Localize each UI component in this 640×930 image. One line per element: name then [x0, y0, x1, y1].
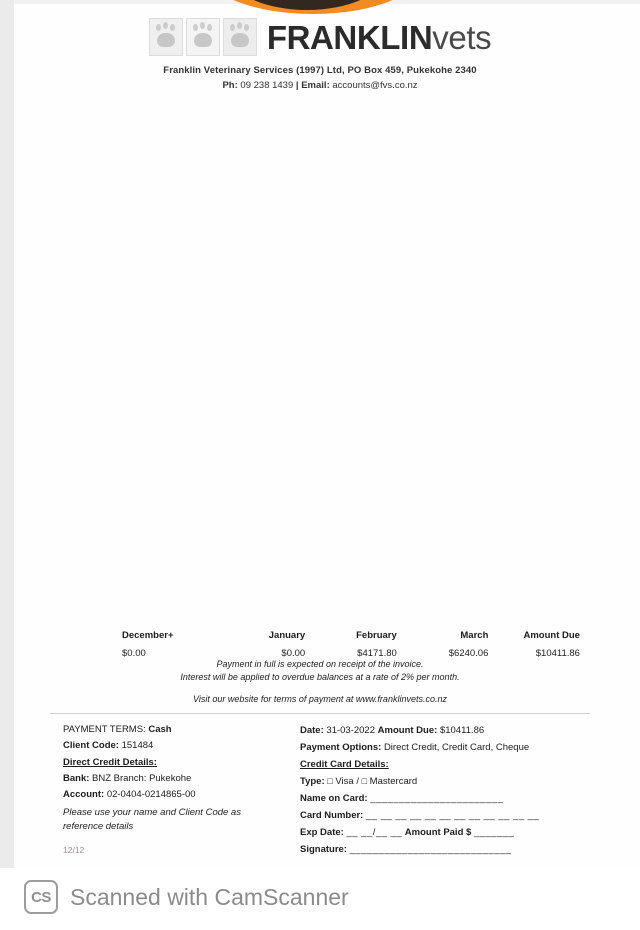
credit-card-heading-text: Credit Card Details: — [300, 759, 389, 770]
card-number-field[interactable]: __ __ __ __ __ __ __ __ __ __ __ __ — [365, 810, 540, 821]
camscanner-footer-text: Scanned with CamScanner — [70, 884, 349, 910]
bank-label: Bank: — [63, 773, 90, 784]
aging-summary-row — [60, 630, 580, 659]
tear-off-divider — [50, 713, 590, 714]
card-number-label: Card Number: — [300, 810, 364, 821]
paw-tiles-logo — [149, 18, 257, 56]
aging-header-march: March — [460, 630, 489, 641]
remittance-left-column — [63, 722, 298, 834]
mastercard-label: Mastercard — [369, 776, 418, 787]
reference-note: Please use your name and Client Code as reference details — [63, 807, 241, 832]
paw-tile-2 — [186, 18, 220, 56]
brand-wordmark — [266, 18, 492, 56]
signature-label: Signature: — [300, 844, 347, 855]
aging-header-december: December+ — [122, 630, 174, 641]
contact-line — [0, 80, 640, 91]
logo-row — [0, 18, 640, 56]
camscanner-logo-icon: CS — [24, 880, 58, 914]
aging-column-january — [214, 630, 306, 659]
camscanner-footer — [0, 868, 640, 930]
client-code-label: Client Code: — [63, 740, 119, 751]
direct-credit-heading: Direct Credit Details: — [63, 757, 157, 768]
paw-tile-3 — [223, 18, 257, 56]
aging-header-february: February — [356, 630, 397, 641]
remittance-slip — [0, 722, 640, 855]
amount-due-value: $10411.86 — [439, 725, 485, 736]
visa-checkbox[interactable]: □ — [327, 776, 333, 786]
payment-terms-row — [63, 722, 298, 738]
date-value: 31-03-2022 — [326, 725, 376, 736]
credit-card-heading — [300, 756, 600, 773]
page-number: 12/12 — [63, 845, 85, 855]
email-label: Email: — [301, 80, 330, 91]
payment-options-value: Direct Credit, Credit Card, Cheque — [383, 742, 530, 753]
aging-value-amount-due: $10411.86 — [535, 648, 580, 659]
payment-terms-value: Cash — [148, 724, 172, 735]
payment-options-label: Payment Options: — [300, 742, 382, 753]
exp-date-field[interactable]: __ __/__ __ — [346, 827, 403, 838]
signature-field[interactable]: ____________________________ — [349, 844, 512, 855]
amount-paid-label: Amount Paid $ — [404, 827, 472, 838]
account-row — [63, 787, 298, 803]
name-on-card-row — [300, 790, 600, 807]
aging-column-february — [305, 630, 397, 659]
amount-paid-field[interactable]: _______ — [473, 827, 515, 838]
signature-row — [300, 841, 600, 858]
aging-value-february: $4171.80 — [357, 648, 397, 659]
payment-notes — [0, 658, 640, 684]
note-line-2: Interest will be applied to overdue balances at a rate of 2% per month. — [180, 672, 460, 682]
card-type-row — [300, 773, 600, 790]
email-value: accounts@fvs.co.nz — [332, 80, 418, 91]
date-amount-row — [300, 722, 600, 739]
aging-column-december — [60, 630, 214, 659]
mastercard-checkbox[interactable]: □ — [361, 776, 368, 786]
exp-date-label: Exp Date: — [300, 827, 344, 838]
aging-column-amount-due — [488, 630, 580, 659]
aging-value-january: $0.00 — [281, 648, 306, 659]
visa-label: Visa — [335, 776, 354, 787]
phone-label: Ph: — [222, 80, 238, 91]
client-code-value: 151484 — [121, 740, 154, 751]
date-label: Date: — [300, 725, 324, 736]
remittance-right-column — [300, 722, 600, 858]
company-address-line: Franklin Veterinary Services (1997) Ltd, PO Box 459, Pukekohe 2340 — [163, 65, 477, 76]
bank-row — [63, 771, 298, 787]
account-label: Account: — [63, 789, 105, 800]
letterhead — [0, 18, 640, 91]
account-value: 02-0404-0214865-00 — [106, 789, 196, 800]
card-number-row — [300, 807, 600, 824]
name-on-card-label: Name on Card: — [300, 793, 368, 804]
payment-options-row — [300, 739, 600, 756]
aging-value-march: $6240.06 — [448, 648, 489, 659]
card-type-label: Type: — [300, 776, 325, 787]
exp-amount-row — [300, 824, 600, 841]
amount-due-label: Amount Due: — [377, 725, 438, 736]
aging-header-january: January — [268, 630, 306, 641]
website-note: Visit our website for terms of payment at www.franklinvets.co.nz — [193, 694, 447, 704]
client-code-row — [63, 738, 298, 754]
payment-terms-label: PAYMENT TERMS: — [63, 724, 146, 735]
phone-value: 09 238 1439 — [240, 80, 294, 91]
contact-separator: | — [295, 80, 299, 91]
aging-column-march — [397, 630, 489, 659]
brand-bold: FRANKLIN — [266, 18, 433, 56]
aging-header-amount-due: Amount Due — [523, 630, 580, 641]
brand-light: vets — [432, 18, 492, 56]
bank-value: BNZ Branch: Pukekohe — [92, 773, 192, 784]
aging-value-december: $0.00 — [122, 648, 146, 659]
card-type-separator: / — [356, 776, 359, 787]
note-line-1: Payment in full is expected on receipt of the invoice. — [216, 659, 424, 669]
name-on-card-field[interactable]: _______________________ — [370, 793, 504, 804]
paw-tile-1 — [149, 18, 183, 56]
